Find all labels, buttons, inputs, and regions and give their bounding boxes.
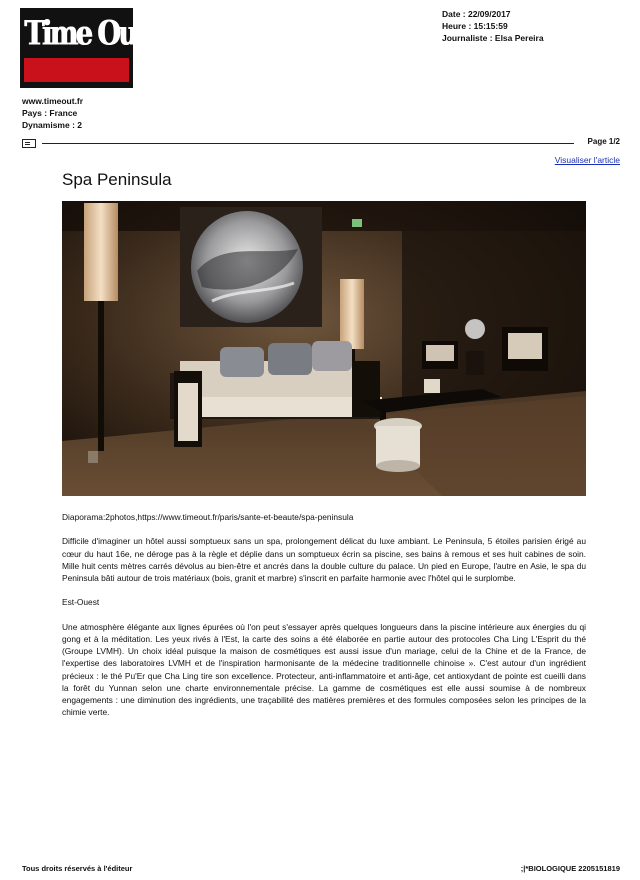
time-field: Heure : 15:15:59 (442, 21, 508, 31)
source-meta (22, 95, 83, 131)
diaporama-line: Diaporama:2photos,https://www.timeout.fr/paris/sante-et-beaute/spa-peninsula (62, 512, 354, 522)
logo-red-bar (24, 58, 129, 82)
section-heading: Est-Ouest (62, 597, 100, 608)
separator-line (42, 143, 574, 144)
spa-photo (62, 201, 586, 496)
publication-meta (442, 8, 544, 44)
journalist-field: Journaliste : Elsa Pereira (442, 33, 544, 43)
dynamism-field: Dynamisme : 2 (22, 120, 82, 130)
article-body (62, 511, 586, 731)
footer-rights: Tous droits réservés à l'éditeur (22, 864, 133, 873)
header-separator (20, 137, 620, 151)
article-paragraph-1: Difficile d'imaginer un hôtel aussi somptueux sans un spa, prolongement délicat du luxe ambiant. Le Peninsula, 5 étoiles parisien érigé au cœur du haut 16e, ne déroge pas à la règle et déplie dans un somptueux écrin sa piscine, ses bains à remous et ses huit cabines de soin. Mille huit cents mètres carrés dévolus au bien-être et ancrés dans la double culture du palace. Un pied en Europe, l'autre en Asie, le spa du Peninsula bâti autour de trois matériaux (bois, granit et marbre) s'inscrit en parfaite harmonie avec l'hôtel qui le surplombe. (62, 536, 586, 583)
timeout-logo (20, 8, 146, 88)
view-article-link[interactable]: Visualiser l'article (554, 155, 620, 165)
country-field: Pays : France (22, 108, 78, 118)
site-url: www.timeout.fr (22, 96, 84, 106)
footer-code: ;|*BIOLOGIQUE 2205151819 (520, 864, 620, 873)
article-icon (22, 139, 36, 148)
article-paragraph-2: Une atmosphère élégante aux lignes épurées où l'on peut s'essayer après quelques longueurs dans la piscine intérieure aux énergies du qi gong et à la méditation. Les yeux rivés à l'Est, la carte des soins a été élaborée en partie autour des protocoles Cha Ling L'Esprit du thé (Groupe LVMH). Un choix idéal puisque la maison de cosmétiques est aussi issue d'un mariage, celui de la Chine et de la France, de l'expertise des laboratoires LVMH et de l'inspiration harmonisante de la médecine traditionnelle chinoise ». C'est autour d'un ingrédient précieux : le thé Pu'Er que Cha Ling tire son excellence. Protecteur, anti-inflammatoire et anti-âge, cet antioxydant de pointe est cueilli dans la forêt du Yunnan selon une charte environnementale précise. La gamme de cosmétiques est elle aussi soumise à de nombreux engagements : une diminution des ingrédients, une traçabilité des matières premières et des formules composées selon les principes de la chimie verte. (62, 621, 586, 718)
logo-wordmark: Time Out (24, 14, 146, 53)
article-title: Spa Peninsula (62, 170, 172, 189)
page-number: Page 1/2 (587, 137, 620, 146)
date-field: Date : 22/09/2017 (442, 9, 511, 19)
